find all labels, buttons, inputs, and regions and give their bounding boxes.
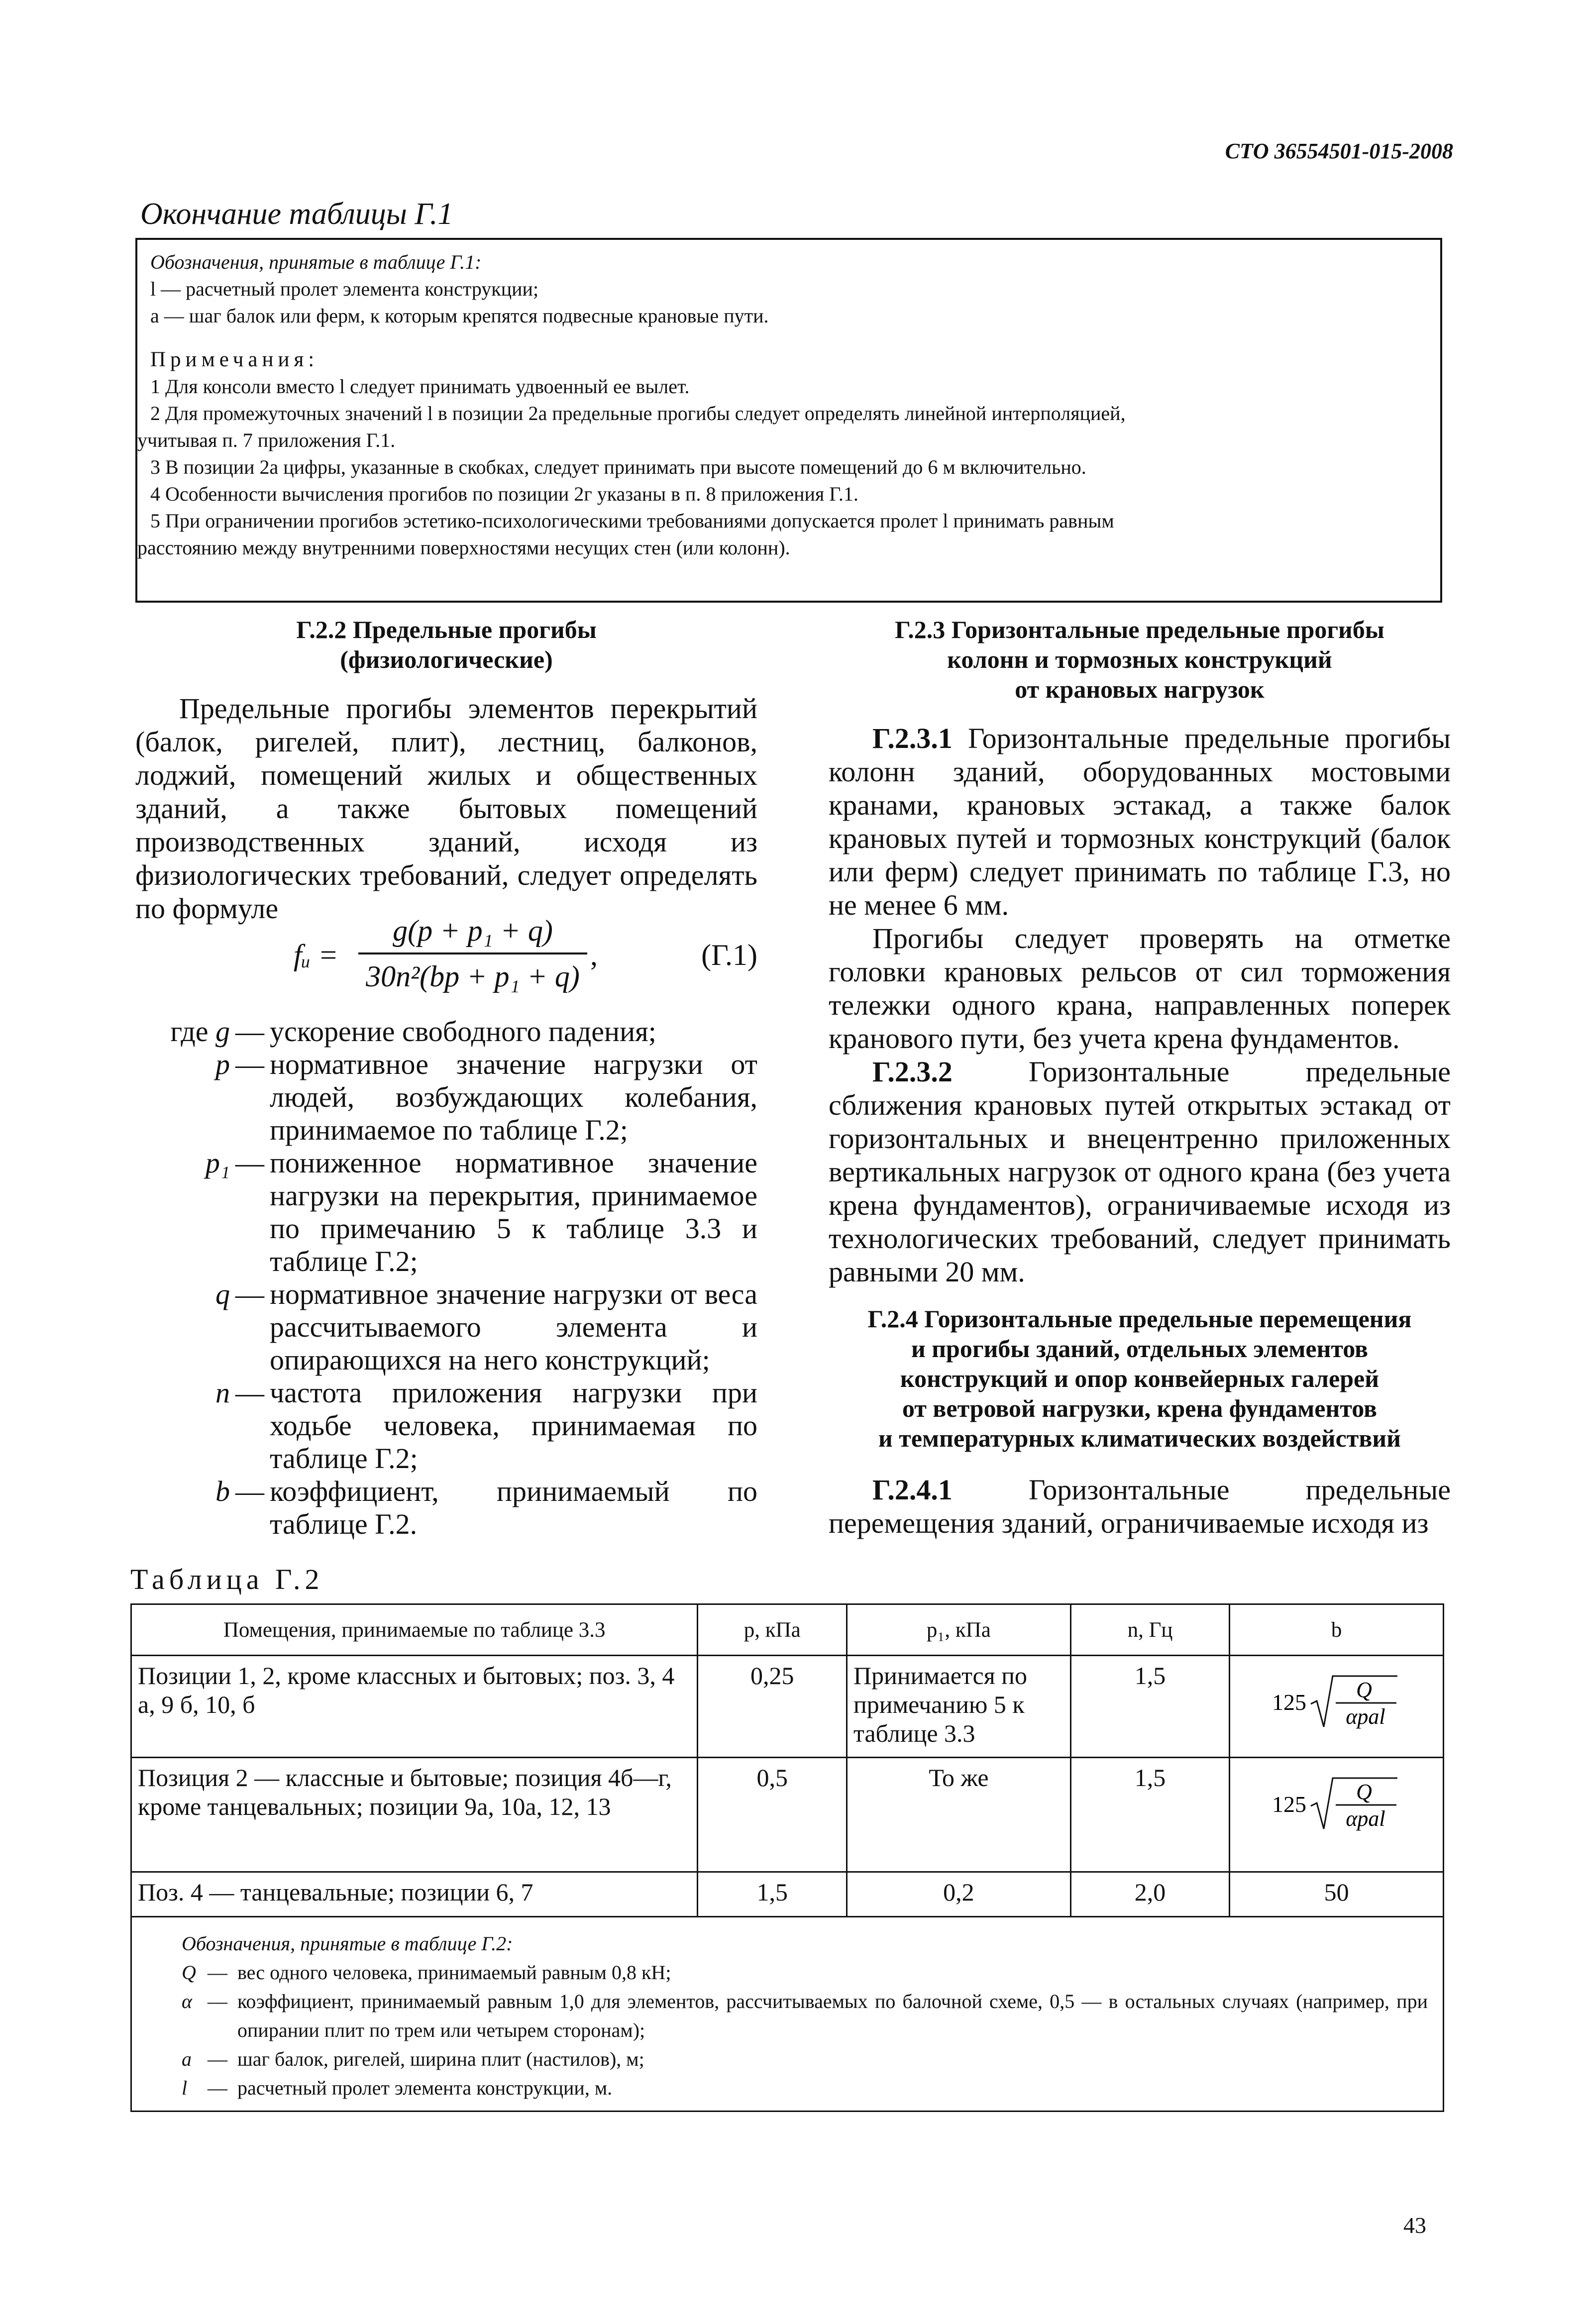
fraction-bar (358, 952, 587, 954)
legend-row: a — шаг балок, ригелей, ширина плит (настилов), м; (182, 2048, 644, 2070)
table-header-row (131, 1604, 1444, 1656)
table-row: Позиции 1, 2, кроме классных и бытовых; поз. 3, 4 а, 9 б, 10, б 0,25 Принимается по примечанию 5 к таблице 3.3 1,5 125 Q αpal (131, 1656, 1444, 1758)
legend-row: l — расчетный пролет элемента конструкции, м. (182, 2077, 613, 2099)
table-g2-legend (131, 1917, 1444, 2112)
legend-title: Обозначения, принятые в таблице Г.1: (150, 251, 482, 273)
notes-heading: Примечания: (150, 348, 319, 371)
section-g23-body (829, 722, 1451, 1288)
header-n: n, Гц (1070, 1604, 1230, 1656)
table-row: Поз. 4 — танцевальные; позиции 6, 7 1,5 0,2 2,0 50 (131, 1872, 1444, 1917)
note-1: 1 Для консоли вместо l следует принимать удвоенный ее вылет. (150, 375, 690, 398)
table-g2 (130, 1603, 1444, 2112)
table-row: Позиция 2 — классные и бытовые; позиция 4б—г, кроме танцевальных; позиции 9а, 10а, 12, 13 0,5 То же 1,5 125 Q αpal (131, 1758, 1444, 1872)
legend-title: Обозначения, принятые в таблице Г.2: (182, 1932, 513, 1955)
page-number: 43 (1403, 2213, 1426, 2238)
header-p1: p₁, кПа (847, 1604, 1071, 1656)
document-code: СТО 36554501-015-2008 (1225, 139, 1453, 163)
paragraph-g241: Г.2.4.1 Горизонтальные предельные перемещения зданий, ограничиваемые исходя из (829, 1474, 1451, 1539)
header-b: b (1230, 1604, 1444, 1656)
formula-denominator: 30n²(bp + p₁ + q) (366, 960, 580, 993)
definition-row: p — нормативное значение нагрузки от людей, возбуждающих колебания, принимаемое по таблице Г.2; (215, 1048, 757, 1146)
definition-row: p₁ — пониженное нормативное значение нагрузки на перекрытия, принимаемое по примечанию 5 к таблице 3.3 и таблице Г.2; (205, 1147, 757, 1277)
header-rooms: Помещения, принимаемые по таблице 3.3 (131, 1604, 698, 1656)
b-denominator: αpal (1345, 1704, 1385, 1729)
b-denominator: αpal (1345, 1806, 1385, 1831)
table-legend-row (131, 1917, 1444, 2112)
b-formula-cell (1230, 1656, 1444, 1758)
table-g2-caption: Таблица Г.2 (130, 1563, 324, 1595)
definition-row: n — частота приложения нагрузки при ходьбе человека, принимаемая по таблице Г.2; (215, 1376, 757, 1475)
definition-row: b — коэффициент, принимаемый по таблице Г.2. (215, 1475, 757, 1540)
sqrt-formula (1272, 1666, 1401, 1736)
section-g241-body (829, 1473, 1451, 1540)
section-g22-title: Г.2.2 Предельные прогибы (физиологические) (296, 616, 597, 673)
formula-definitions (135, 1015, 757, 1541)
definition-row: q — нормативное значение нагрузки от веса рассчитываемого элемента и опирающихся на него конструкций; (215, 1278, 757, 1376)
sqrt-formula (1272, 1768, 1401, 1838)
formula-lhs: fᵤ = (294, 939, 338, 971)
b-numerator: Q (1356, 1780, 1372, 1804)
section-g23-title: Г.2.3 Горизонтальные предельные прогибы колонн и тормозных конструкций от крановых нагрузок (895, 616, 1384, 703)
legend-row: α — коэффициент, принимаемый равным 1,0 для элементов, рассчитываемых по балочной схеме, 0,5 — в остальных случаях (например, при опирании плит по трем или четырем сторонам); (182, 1990, 1428, 2041)
b-coefficient: 125 (1271, 1792, 1306, 1817)
section-g22-paragraph: Предельные прогибы элементов перекрытий (балок, ригелей, плит), лестниц, балконов, лоджий, помещений жилых и общественных зданий, а также бытовых помещений производственных зданий, исходя из физиологических требований, следует определять по формуле (135, 692, 757, 925)
paragraph-g231: Г.2.3.1 Горизонтальные предельные прогибы колонн зданий, оборудованных мостовыми кранами, крановых эстакад, а также балок крановых путей и тормозных конструкций (балок или ферм) следует принимать по таблице Г.3, но не менее 6 мм. (829, 722, 1451, 921)
legend-l: l — расчетный пролет элемента конструкции; (150, 278, 539, 300)
formula-fraction (358, 911, 587, 996)
header-p: p, кПа (698, 1604, 847, 1656)
table-g1-continuation-title: Окончание таблицы Г.1 (140, 197, 453, 231)
note-5a: 5 При ограничении прогибов эстетико-психологическими требованиями допускается пролет l принимать равным (150, 510, 1114, 532)
note-5b: расстоянию между внутренними поверхностями несущих стен (или колонн). (137, 536, 790, 559)
section-g24-title: Г.2.4 Горизонтальные предельные перемещения и прогибы зданий, отдельных элементов конструкций и опор конвейерных галерей от ветровой нагрузки, крена фундаментов и температурных климатических воздействий (867, 1305, 1412, 1452)
note-2b: учитывая п. 7 приложения Г.1. (137, 429, 396, 451)
note-2a: 2 Для промежуточных значений l в позиции 2а предельные прогибы следует определять линейной интерполяцией, (150, 402, 1126, 424)
legend-row: Q — вес одного человека, принимаемый равным 0,8 кН; (182, 1961, 671, 1984)
formula-number: (Г.1) (701, 939, 757, 971)
formula-comma: , (590, 939, 598, 971)
legend-a: a — шаг балок или ферм, к которым крепятся подвесные крановые пути. (150, 305, 769, 327)
table-g1-legend-box (135, 238, 1442, 603)
b-numerator: Q (1356, 1678, 1372, 1702)
b-coefficient: 125 (1271, 1690, 1306, 1715)
definition-row: где g — ускорение свободного падения; (170, 1015, 656, 1048)
note-3: 3 В позиции 2а цифры, указанные в скобках, следует принимать при высоте помещений до 6 м включительно. (150, 456, 1086, 478)
formula-g1 (294, 911, 757, 1000)
b-formula-cell (1230, 1758, 1444, 1872)
paragraph-g231-2: Прогибы следует проверять на отметке головки крановых рельсов от сил торможения тележки одного крана, направленных поперек кранового пути, без учета крена фундаментов. (829, 922, 1451, 1055)
note-4: 4 Особенности вычисления прогибов по позиции 2г указаны в п. 8 приложения Г.1. (150, 483, 858, 505)
formula-numerator: g(p + p₁ + q) (393, 914, 553, 947)
paragraph-g232: Г.2.3.2 Горизонтальные предельные сближения крановых путей открытых эстакад от горизонтальных и внецентренно приложенных вертикальных нагрузок от одного крана (без учета крена фундаментов), ограничиваемые исходя из технологических требований, следует принимать равными 20 мм. (829, 1056, 1451, 1288)
